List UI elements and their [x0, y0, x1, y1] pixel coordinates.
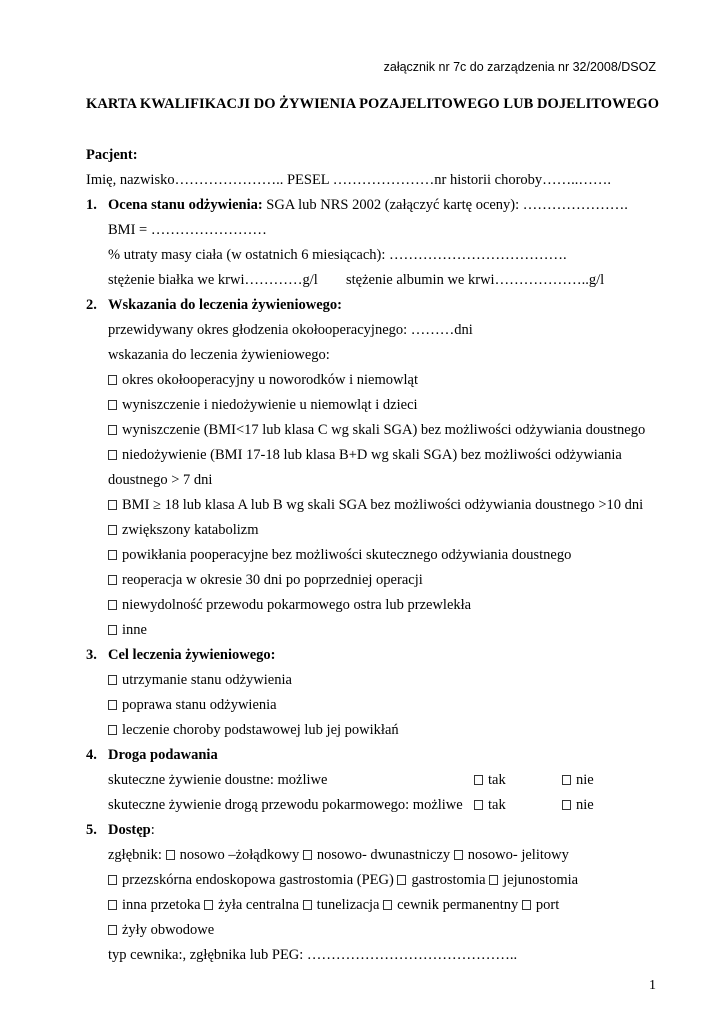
checkbox-icon[interactable]	[108, 925, 117, 935]
checkbox-icon[interactable]	[108, 625, 117, 635]
indication-option[interactable]: wyniszczenie (BMI<17 lub klasa C wg skali SGA) bez możliwości odżywiania doustnego	[108, 421, 645, 439]
probe-label: zgłębnik:	[108, 847, 162, 863]
checkbox-icon[interactable]	[474, 775, 483, 785]
protein-field[interactable]: stężenie białka we krwi…………g/l	[108, 272, 318, 288]
checkbox-icon[interactable]	[522, 900, 531, 910]
patient-label: Pacjent:	[86, 147, 138, 163]
checkbox-icon[interactable]	[562, 800, 571, 810]
section-5-number: 5.	[86, 822, 97, 838]
indication-option[interactable]: okres okołooperacyjny u noworodków i niemowląt	[108, 371, 418, 389]
probe-row: zgłębnik: nosowo –żołądkowy nosowo- dwunastniczy nosowo- jelitowy	[108, 847, 569, 863]
section-3-number: 3.	[86, 647, 97, 663]
checkbox-icon[interactable]	[489, 875, 498, 885]
attachment-note: załącznik nr 7c do zarządzenia nr 32/2008/DSOZ	[383, 60, 656, 74]
indication-option-continued: doustnego > 7 dni	[108, 472, 213, 488]
section-1-title: Ocena stanu odżywienia:	[108, 197, 263, 213]
section-2-title: Wskazania do leczenia żywieniowego:	[108, 297, 342, 313]
checkbox-icon[interactable]	[474, 800, 483, 810]
checkbox-icon[interactable]	[108, 600, 117, 610]
indication-option[interactable]: powikłania pooperacyjne bez możliwości skutecznego odżywiania doustnego	[108, 546, 571, 564]
peripheral-option[interactable]: żyły obwodowe	[108, 921, 214, 939]
section-4-title: Droga podawania	[108, 747, 218, 763]
albumin-field[interactable]: stężenie albumin we krwi………………..g/l	[346, 272, 605, 288]
weight-loss-field[interactable]: % utraty masy ciała (w ostatnich 6 miesiącach): ……………………………….	[108, 247, 567, 263]
bmi-field[interactable]: BMI = ……………………	[108, 222, 267, 238]
checkbox-icon[interactable]	[108, 700, 117, 710]
section-3-heading	[86, 646, 276, 664]
section-2-number: 2.	[86, 297, 97, 313]
section-1-rest[interactable]: SGA lub NRS 2002 (załączyć kartę oceny): ………………….	[262, 197, 628, 213]
indication-option[interactable]: wyniszczenie i niedożywienie u niemowląt i dzieci	[108, 396, 418, 414]
checkbox-icon[interactable]	[204, 900, 213, 910]
section-1-number: 1.	[86, 197, 97, 213]
checkbox-icon[interactable]	[562, 775, 571, 785]
section-5-heading	[86, 821, 155, 839]
enteral-yes-option[interactable]: tak	[474, 796, 506, 814]
checkbox-icon[interactable]	[108, 725, 117, 735]
checkbox-icon[interactable]	[108, 900, 117, 910]
checkbox-icon[interactable]	[108, 375, 117, 385]
checkbox-icon[interactable]	[383, 900, 392, 910]
section-4-number: 4.	[86, 747, 97, 763]
indication-option[interactable]: zwiększony katabolizm	[108, 521, 259, 539]
section-4-heading	[86, 746, 218, 764]
catheter-type-field[interactable]: typ cewnika:, zgłębnika lub PEG: ……………………………………..	[108, 947, 518, 963]
checkbox-icon[interactable]	[108, 400, 117, 410]
section-3-title: Cel leczenia żywieniowego:	[108, 647, 276, 663]
checkbox-icon[interactable]	[108, 450, 117, 460]
document-title: KARTA KWALIFIKACJI DO ŻYWIENIA POZAJELITOWEGO LUB DOJELITOWEGO	[86, 96, 660, 112]
oral-no-option[interactable]: nie	[562, 771, 594, 789]
section-1-heading	[86, 196, 628, 214]
enteral-feeding-label: skuteczne żywienie drogą przewodu pokarmowego: możliwe	[108, 797, 463, 813]
goal-option[interactable]: leczenie choroby podstawowej lub jej powikłań	[108, 721, 399, 739]
checkbox-icon[interactable]	[108, 525, 117, 535]
checkbox-icon[interactable]	[108, 575, 117, 585]
fasting-period-field[interactable]: przewidywany okres głodzenia okołooperacyjnego: ………dni	[108, 322, 473, 338]
stoma-row: przezskórna endoskopowa gastrostomia (PEG) gastrostomia jejunostomia	[108, 871, 578, 889]
indication-option[interactable]: niedożywienie (BMI 17-18 lub klasa B+D wg skali SGA) bez możliwości odżywiania	[108, 446, 622, 464]
page-number: 1	[649, 978, 656, 993]
checkbox-icon[interactable]	[454, 850, 463, 860]
checkbox-icon[interactable]	[166, 850, 175, 860]
checkbox-icon[interactable]	[303, 850, 312, 860]
patient-line[interactable]: Imię, nazwisko………………….. PESEL …………………nr historii choroby……..…….	[86, 172, 612, 188]
checkbox-icon[interactable]	[108, 425, 117, 435]
section-5-title: Dostęp	[108, 822, 151, 838]
indication-option[interactable]: niewydolność przewodu pokarmowego ostra lub przewlekła	[108, 596, 471, 614]
goal-option[interactable]: poprawa stanu odżywienia	[108, 696, 277, 714]
checkbox-icon[interactable]	[108, 675, 117, 685]
indication-option[interactable]: inne	[108, 621, 147, 639]
goal-option[interactable]: utrzymanie stanu odżywienia	[108, 671, 292, 689]
section-5-colon: :	[150, 822, 155, 838]
checkbox-icon[interactable]	[108, 550, 117, 560]
oral-feeding-label: skuteczne żywienie doustne: możliwe	[108, 772, 328, 788]
indication-option[interactable]: reoperacja w okresie 30 dni po poprzedniej operacji	[108, 571, 423, 589]
oral-yes-option[interactable]: tak	[474, 771, 506, 789]
indications-label: wskazania do leczenia żywieniowego:	[108, 347, 330, 363]
section-2-heading	[86, 296, 342, 314]
checkbox-icon[interactable]	[108, 500, 117, 510]
checkbox-icon[interactable]	[303, 900, 312, 910]
checkbox-icon[interactable]	[108, 875, 117, 885]
checkbox-icon[interactable]	[397, 875, 406, 885]
indication-option[interactable]: BMI ≥ 18 lub klasa A lub B wg skali SGA bez możliwości odżywiania doustnego >10 dni	[108, 496, 643, 514]
other-access-row: inna przetoka żyła centralna tunelizacja cewnik permanentny port	[108, 896, 559, 914]
enteral-no-option[interactable]: nie	[562, 796, 594, 814]
